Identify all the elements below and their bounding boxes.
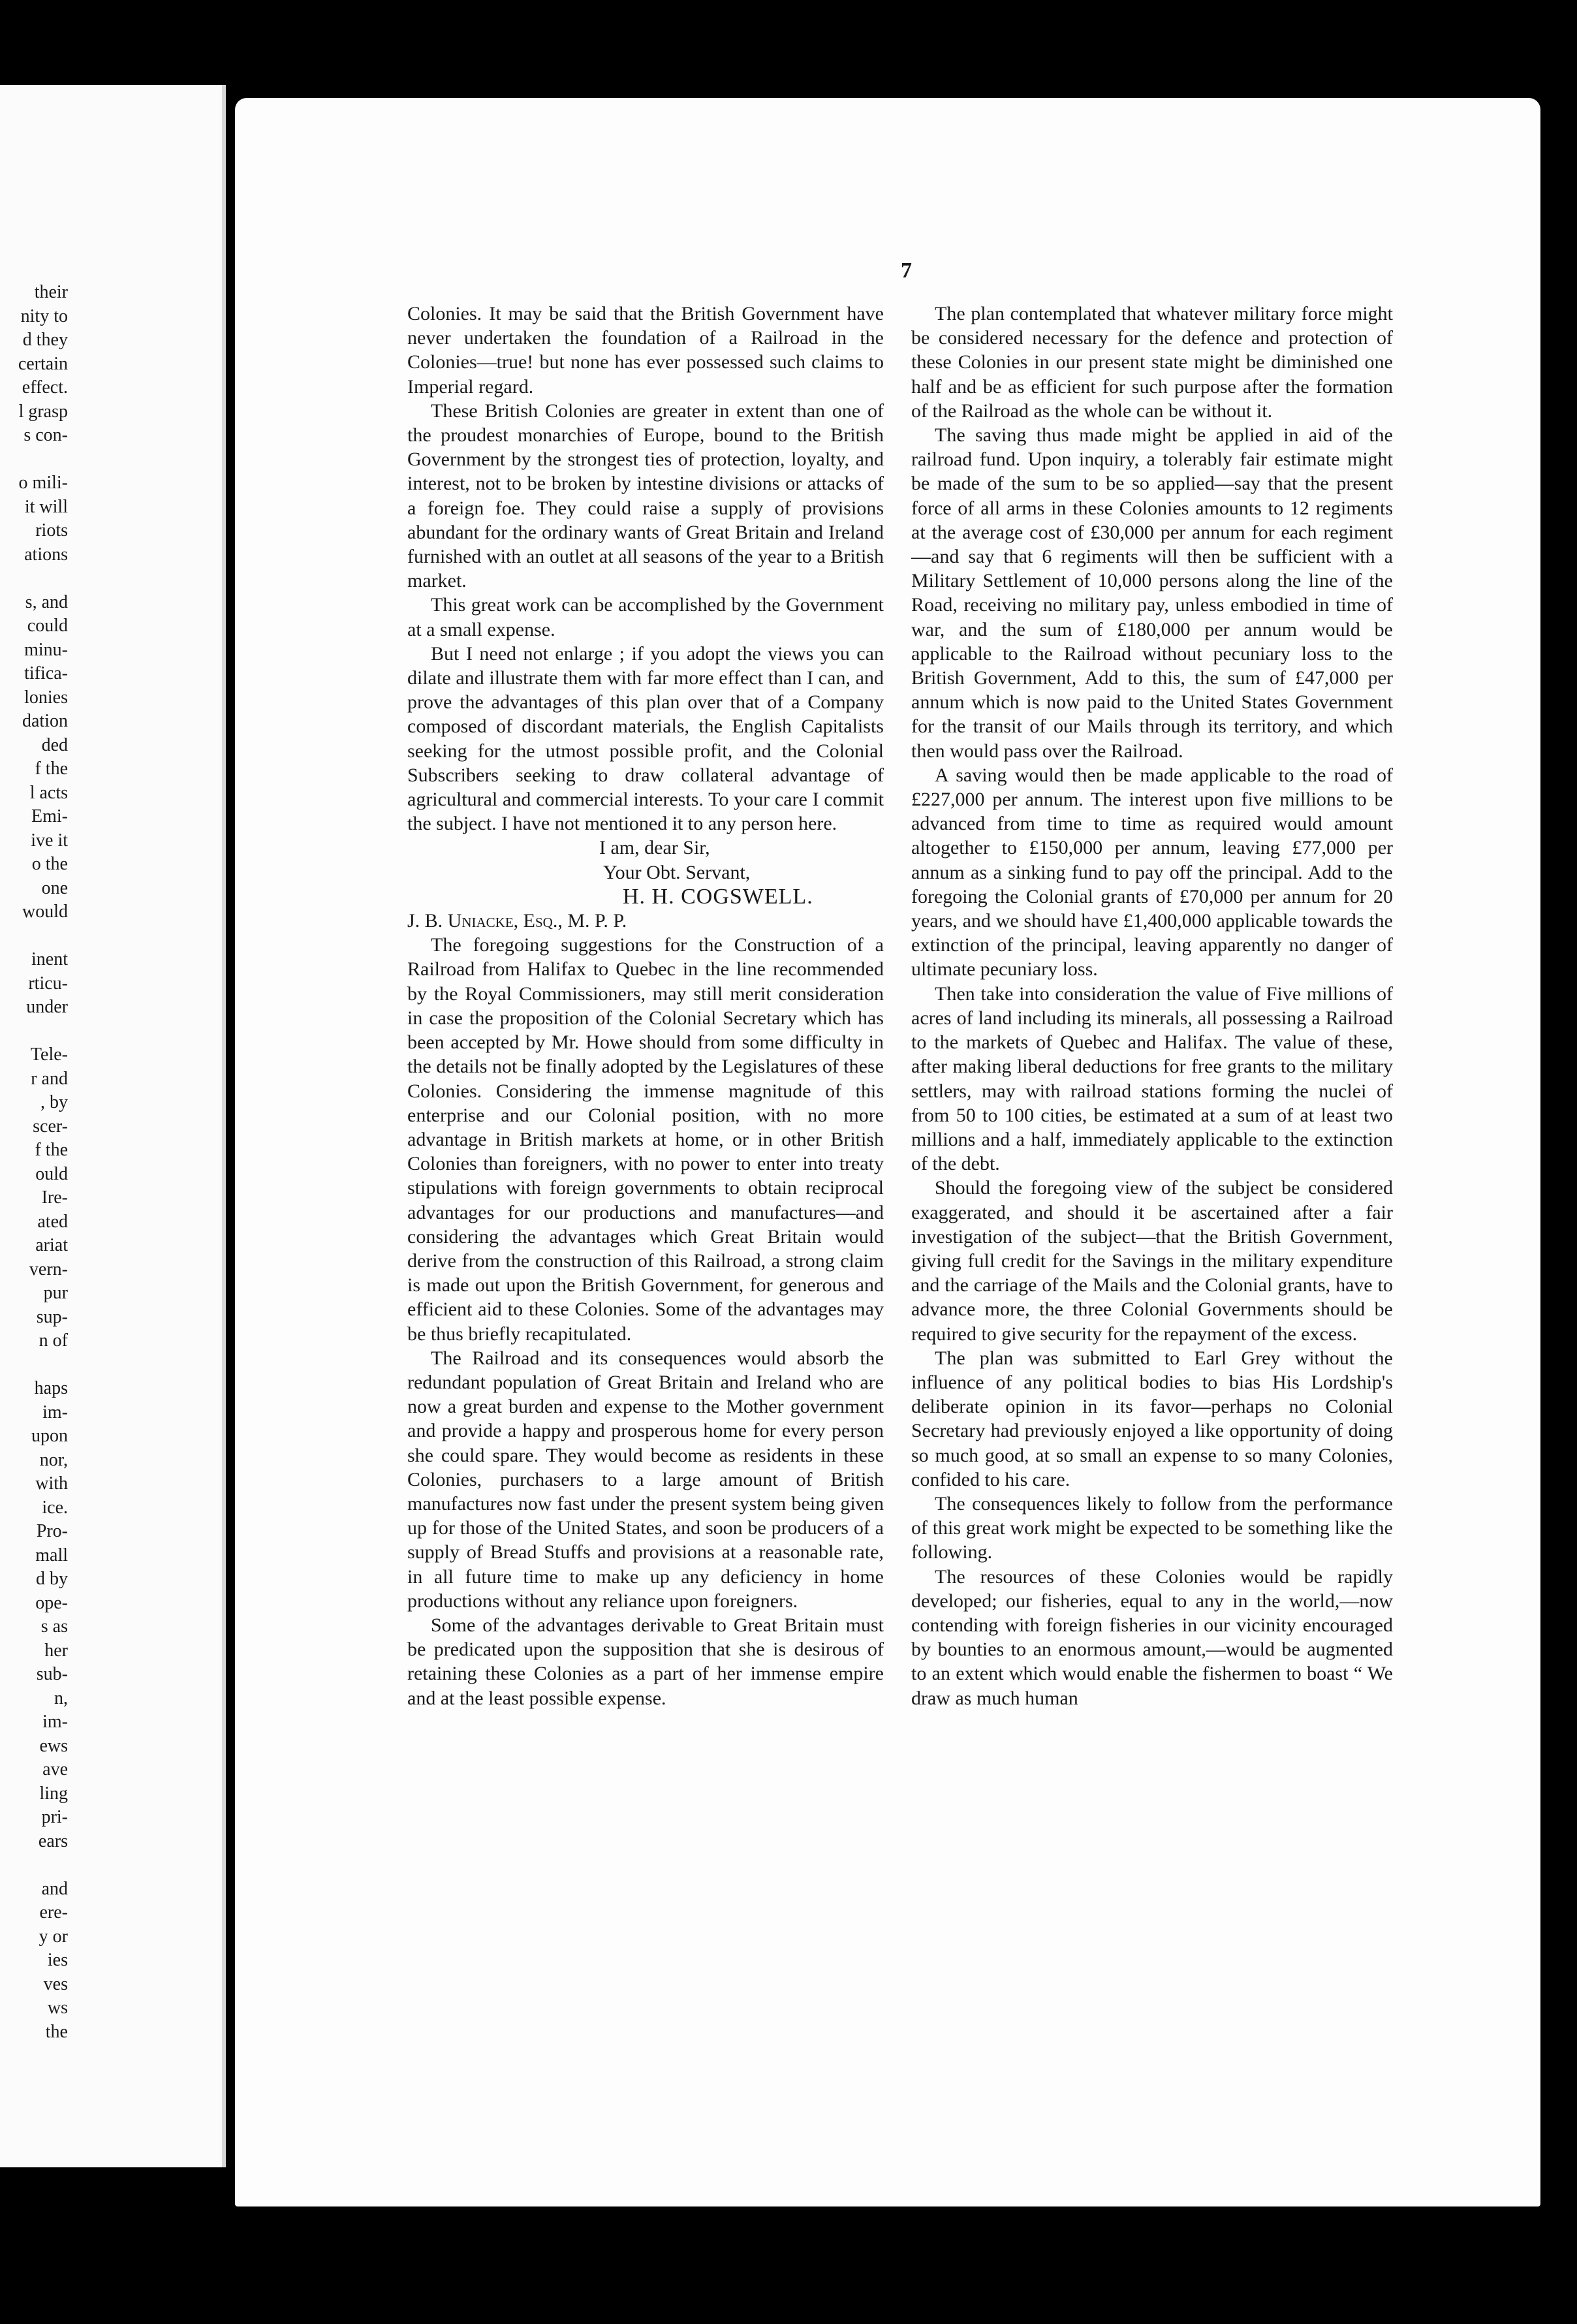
facing-page-line: mall <box>35 1545 68 1565</box>
text-column-left <box>407 302 884 1710</box>
facing-page-line: ope- <box>35 1592 68 1613</box>
paragraph: Colonies. It may be said that the British Government have never undertaken the foundation of a Railroad in the Colonies—true! but none has ever possessed such claims to Imperial regard. <box>407 303 884 398</box>
facing-page-line: haps <box>34 1378 68 1398</box>
facing-page-line: f the <box>35 759 68 779</box>
facing-page-line: it will <box>24 496 68 517</box>
facing-page-fragment <box>0 85 226 2167</box>
facing-page-line: nor, <box>39 1449 68 1470</box>
paragraph: The saving thus made might be applied in aid of the railroad fund. Upon inquiry, a tolerably fair estimate might be made of the sum to be so applied—say that the present force of all arms in these Colonies amounts to 12 regiments at the average cost of £30,000 per annum for each regiment—and say that 6 regiments will then be sufficient with a Military Settlement of 10,000 persons along the line of the Road, receiving no military pay, unless embodied in time of war, and the sum of £180,000 per annum would be applicable to the Railroad without pecuniary loss to the British Government, Add to this, the sum of £47,000 per annum which is now paid to the United States Government for the transit of our Mails through its territory, and which then would pass over the Railroad. <box>911 424 1393 762</box>
facing-page-line: effect. <box>22 377 68 398</box>
facing-page-line: d they <box>22 330 68 350</box>
facing-page-line: upon <box>31 1426 68 1446</box>
facing-page-line: s as <box>40 1616 68 1637</box>
paragraph: Should the foregoing view of the subject be considered exaggerated, and should it be ascertained after a fair investigation of the subject—that the British Government, giving full credit for the Savings in the military expenditure and the carriage of the Mails and the Colonial grants, have to advance more, the three Colonial Governments should be required to give security for the repayment of the excess. <box>911 1177 1393 1345</box>
facing-page-line: ves <box>43 1973 68 1994</box>
paragraph: But I need not enlarge ; if you adopt the views you can dilate and illustrate them with far more effect than I can, and prove the advantages of this plan over that of a Company composed of discordant materials, the English Capitalists seeking for the utmost possible profit, and the Colonial Subscribers seeking to draw collateral advantage of agricultural and commercial interests. To your care I commit the subject. I have not mentioned it to any person here. <box>407 642 884 835</box>
facing-page-line: l grasp <box>18 401 68 422</box>
facing-page-line: s con- <box>23 425 68 445</box>
facing-page-line: y or <box>39 1926 68 1947</box>
facing-page-line: sub- <box>36 1664 68 1684</box>
facing-page-line: r and <box>31 1068 68 1089</box>
text-column-right <box>911 302 1393 1710</box>
facing-page-line: l acts <box>29 782 68 803</box>
facing-page-line: ded <box>41 734 68 755</box>
page-number: 7 <box>901 259 912 283</box>
facing-page-line: would <box>22 902 68 922</box>
facing-page-line: o mili- <box>18 473 68 493</box>
paragraph: The consequences likely to follow from the performance of this great work might be expected to be something like the following. <box>911 1492 1393 1563</box>
paragraph: The resources of these Colonies would be rapidly developed; our fisheries, equal to any in the world,—now contending with foreign fisheries in our vicinity encouraged by bounties to an enormous amount,—would be augmented to an extent which would enable the fishermen to boast “ We draw as much human <box>911 1565 1393 1709</box>
letter-closing: I am, dear Sir, <box>599 837 710 859</box>
facing-page-line: dation <box>22 711 68 731</box>
facing-page-line: ated <box>37 1211 68 1232</box>
facing-page-line: ews <box>39 1735 68 1756</box>
facing-page-line: riots <box>35 520 68 541</box>
facing-page-line: ave <box>42 1759 68 1780</box>
facing-page-line: ere- <box>39 1902 68 1923</box>
facing-page-line: s, and <box>25 591 68 612</box>
facing-page-line: Emi- <box>31 806 68 826</box>
paragraph: The plan was submitted to Earl Grey without the influence of any political bodies to bias His Lordship's deliberate opinion in its favor—perhaps no Colonial Secretary had previously enjoyed a like opportunity of doing so much good, at so small an expense to so many Colonies, confided to his care. <box>911 1347 1393 1490</box>
facing-page-line: ive it <box>31 830 68 851</box>
facing-page-line <box>0 1853 68 1877</box>
paragraph: The plan contemplated that whatever military force might be considered necessary for the defence and protection of these Colonies in our present state might be diminished one half and be as efficient for such purpose after the formation of the Railroad as the whole can be without it. <box>911 303 1393 422</box>
facing-page-line: Tele- <box>30 1044 68 1065</box>
facing-page-line <box>0 1353 68 1377</box>
facing-page-line: under <box>26 997 68 1017</box>
paragraph: These British Colonies are greater in extent than one of the proudest monarchies of Europe, bound to the British Government by the strongest ties of protection, loyalty, and interest, not to be broken by intestine divisions or attacks of a foreign foe. They could raise a supply of provisions abundant for the ordinary wants of Great Britain and Ireland furnished with an outlet at all seasons of the year to a British market. <box>407 400 884 592</box>
signature: H. H. COGSWELL. <box>623 884 813 909</box>
facing-page-line <box>0 924 68 949</box>
facing-page-line <box>0 567 68 591</box>
facing-page-line: certain <box>18 353 68 374</box>
facing-page-line: scer- <box>33 1116 68 1137</box>
facing-page-line: pri- <box>41 1807 68 1827</box>
facing-page-line: ling <box>39 1783 68 1804</box>
facing-page-line: minu- <box>24 639 68 660</box>
facing-page-line: could <box>27 616 68 636</box>
facing-page-line: , by <box>40 1092 68 1112</box>
facing-page-line: Ire- <box>41 1187 68 1208</box>
facing-page-line: ies <box>47 1950 68 1970</box>
facing-page-line: the <box>45 2021 68 2042</box>
facing-page-line: nity to <box>20 306 68 326</box>
facing-page-line: im- <box>42 1712 68 1732</box>
facing-page-line: n, <box>54 1688 68 1708</box>
facing-page-line: ice. <box>42 1497 68 1518</box>
facing-page-line: with <box>35 1473 68 1494</box>
paragraph: The Railroad and its consequences would absorb the redundant population of Great Britain and Ireland who are now a great burden and expense to the Mother government and provide a happy and prosperous home for every person she could spare. They would become as residents in these Colonies, purchasers to a large amount of British manufactures now fast under the present system being given up for those of the United States, and soon be producers of a supply of Bread Stuffs and provisions at a reasonable rate, in all future time to make up any deficiency in home productions without any reliance upon foreigners. <box>407 1347 884 1612</box>
facing-page-line <box>0 1020 68 1044</box>
paragraph: A saving would then be made applicable to the road of £227,000 per annum. The interest upon five millions to be advanced from time to time as required would amount altogether to £150,000 per annum, leaving £77,000 per annum as a sinking fund to pay off the principal. Add to the foregoing the Colonial grants of £70,000 per annum for 20 years, and we should have £1,400,000 applicable towards the extinction of the principal, leaving apparently no danger of ultimate pecuniary loss. <box>911 764 1393 981</box>
document-page <box>235 98 1540 2206</box>
facing-page-line: lonies <box>24 687 68 708</box>
facing-page-line: sup- <box>36 1306 68 1327</box>
facing-page-line: d by <box>36 1569 68 1589</box>
facing-page-line: and <box>41 1878 68 1899</box>
facing-page-text <box>0 281 68 2044</box>
facing-page-line: n of <box>39 1330 68 1351</box>
paragraph: The foregoing suggestions for the Construction of a Railroad from Halifax to Quebec in the line recommended by the Royal Commissioners, may still merit consideration in case the proposition of the Colonial Secretary which has been accepted by Mr. Howe should from some difficulty in the details not be finally adopted by the Legislatures of these Colonies. Considering the immense magnitude of this enterprise and our Colonial position, with no more advantage in British markets at home, or in other British Colonies than foreigners, with no power to enter into treaty stipulations with foreign governments to obtain reciprocal advantages for our productions and manufactures—and considering the advantages which Great Britain would derive from the construction of this Railroad, a strong claim is made out upon the British Government, for generous and efficient aid to these Colonies. Some of the advantages may be thus briefly recapitulated. <box>407 934 884 1345</box>
facing-page-line: ariat <box>35 1235 68 1255</box>
facing-page-line: pur <box>43 1283 68 1303</box>
facing-page-line: vern- <box>29 1259 68 1280</box>
facing-page-line: ws <box>47 1998 68 2018</box>
facing-page-line: im- <box>42 1402 68 1422</box>
facing-page-line: one <box>41 877 68 898</box>
facing-page-line: her <box>44 1640 68 1661</box>
facing-page-line: ould <box>35 1163 68 1184</box>
facing-page-line: rticu- <box>28 973 68 994</box>
facing-page-line: their <box>34 282 68 302</box>
facing-page-line: tifica- <box>24 663 68 683</box>
facing-page-line: ations <box>24 544 68 565</box>
letter-closing: Your Obt. Servant, <box>603 861 751 883</box>
paragraph: Some of the advantages derivable to Great Britain must be predicated upon the supposition that she is desirous of retaining these Colonies as a part of her immense empire and at the least possible expense. <box>407 1614 884 1709</box>
facing-page-line: o the <box>31 854 68 874</box>
facing-page-line: ears <box>38 1830 68 1851</box>
facing-page-line: Pro- <box>36 1521 68 1541</box>
facing-page-line <box>0 448 68 472</box>
paragraph: This great work can be accomplished by the Government at a small expense. <box>407 594 884 640</box>
facing-page-line: f the <box>35 1140 68 1160</box>
paragraph: Then take into consideration the value of Five millions of acres of land including its minerals, all possessing a Railroad to the markets of Quebec and Halifax. The value of these, after making liberal deductions for free grants to the military settlers, may with railroad stations forming the nuclei of from 50 to 100 cities, be estimated at a sum of at least two millions and a half, immediately applicable to the extinction of the debt. <box>911 982 1393 1175</box>
addressee: J. B. Uniacke, Esq., M. P. P. <box>407 910 627 932</box>
facing-page-line: inent <box>31 949 68 969</box>
